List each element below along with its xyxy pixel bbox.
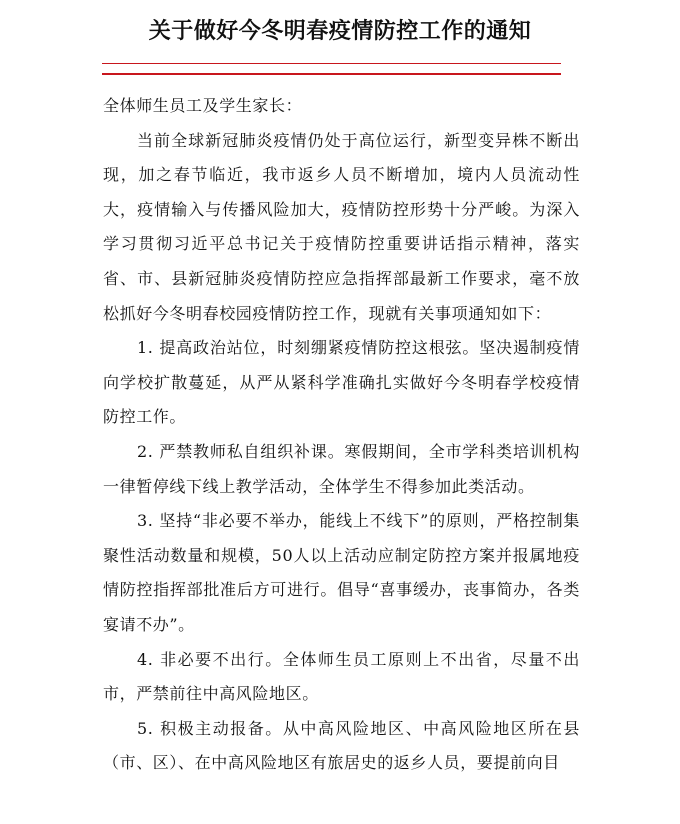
paragraph-item-1: 1. 提高政治站位，时刻绷紧疫情防控这根弦。坚决遏制疫情向学校扩散蔓延，从严从紧科学准确扎实做好今冬明春学校疫情防控工作。 [103, 338, 580, 427]
document-body [103, 89, 580, 781]
salutation: 全体师生员工及学生家长： [103, 96, 303, 115]
paragraph-item-4: 4. 非必要不出行。全体师生员工原则上不出省，尽量不出市，严禁前往中高风险地区。 [103, 649, 580, 704]
paragraph-item-2: 2. 严禁教师私自组织补课。寒假期间，全市学科类培训机构一律暂停线下线上教学活动，全体学生不得参加此类活动。 [103, 441, 580, 496]
red-header-rule-thick [102, 73, 561, 75]
paragraph-item-5: 5. 积极主动报备。从中高风险地区、中高风险地区所在县（市、区）、在中高风险地区有旅居史的返乡人员，要提前向目 [103, 718, 580, 773]
document-title: 关于做好今冬明春疫情防控工作的通知 [148, 19, 532, 44]
paragraph-item-3: 3. 坚持“非必要不举办，能线上不线下”的原则，严格控制集聚性活动数量和规模，50人以上活动应制定防控方案并报属地疫情防控指挥部批准后方可进行。倡导“喜事缓办，丧事简办，各类宴请不办”。 [103, 511, 580, 634]
paragraph-intro: 当前全球新冠肺炎疫情仍处于高位运行，新型变异株不断出现，加之春节临近，我市返乡人员不断增加，境内人员流动性大，疫情输入与传播风险加大，疫情防控形势十分严峻。为深入学习贯彻习近平总书记关于疫情防控重要讲话指示精神，落实省、市、县新冠肺炎疫情防控应急指挥部最新工作要求，毫不放松抓好今冬明春校园疫情防控工作，现就有关事项通知如下： [103, 130, 580, 323]
red-header-rule-thin [102, 63, 561, 64]
